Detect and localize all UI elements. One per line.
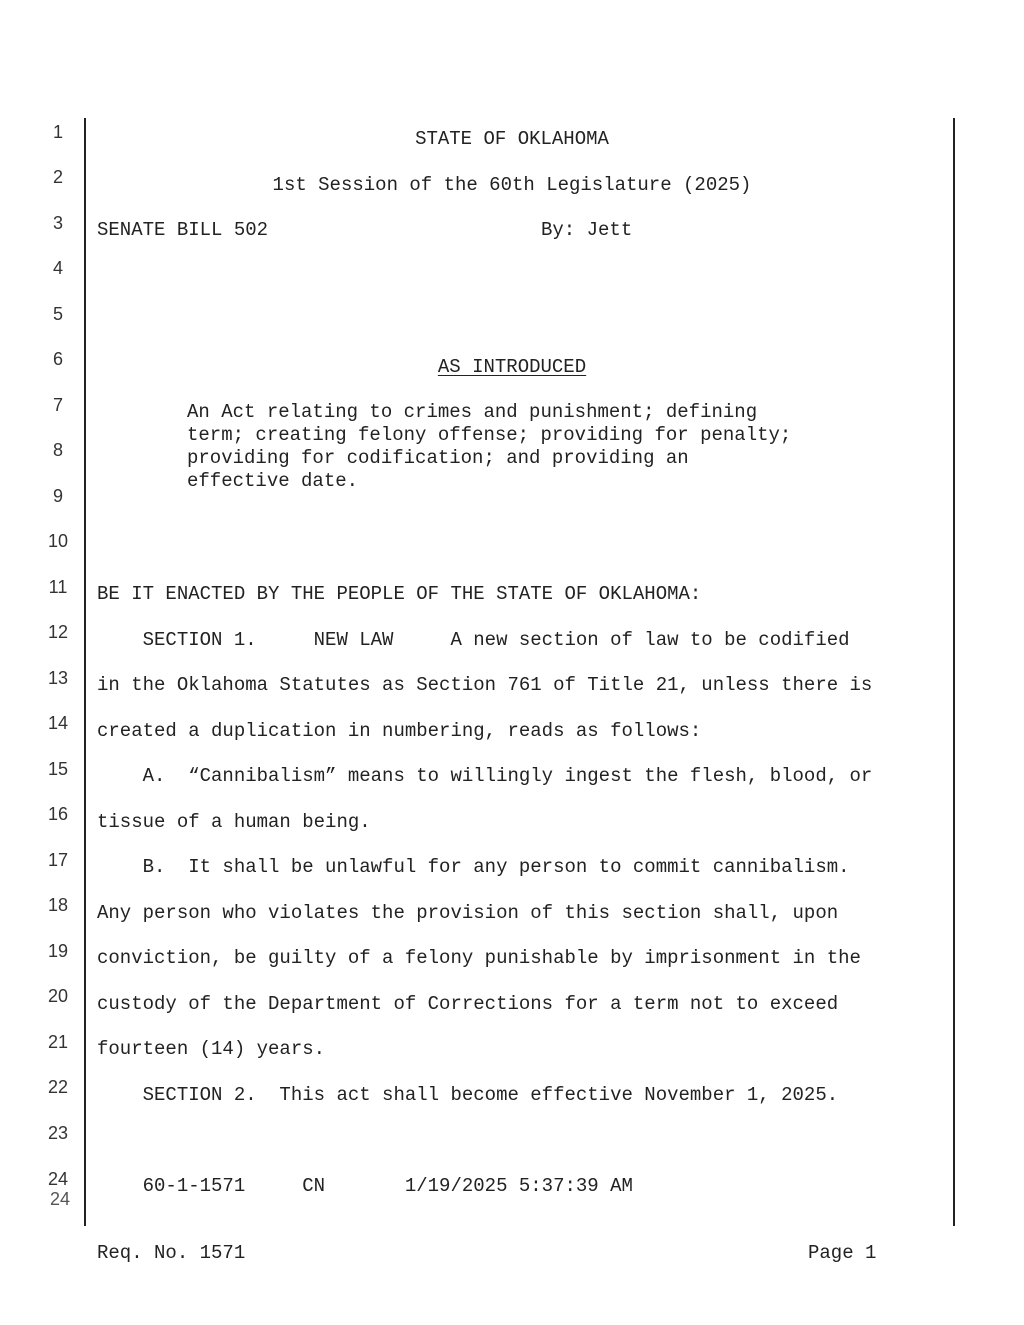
body-line: created a duplication in numbering, reads as follows:	[97, 720, 702, 742]
state-heading: STATE OF OKLAHOMA	[415, 128, 609, 150]
session-heading: 1st Session of the 60th Legislature (2025)	[272, 174, 752, 196]
right-margin-rule	[953, 118, 955, 1226]
body-line: conviction, be guilty of a felony punishable by imprisonment in the	[97, 947, 861, 969]
line-number: 7	[52, 395, 63, 415]
line-number: 10	[47, 531, 69, 551]
line-number: 14	[47, 713, 69, 733]
request-number: Req. No. 1571	[97, 1242, 246, 1264]
bill-number: SENATE BILL 502	[97, 219, 269, 241]
line-number: 12	[47, 622, 69, 642]
line-number: 3	[52, 213, 63, 233]
body-line: fourteen (14) years.	[97, 1038, 326, 1060]
line-number: 4	[52, 258, 63, 278]
line-number-cut-off: 24	[50, 1189, 71, 1209]
line-number: 24	[47, 1169, 69, 1189]
status-text: AS INTRODUCED	[437, 356, 587, 378]
body-line: SECTION 1. NEW LAW A new section of law to be codified	[97, 629, 850, 651]
status-heading	[86, 356, 938, 378]
body-line: tissue of a human being.	[97, 811, 371, 833]
line-number: 17	[47, 850, 69, 870]
line-number: 8	[52, 440, 63, 460]
enacting-clause: BE IT ENACTED BY THE PEOPLE OF THE STATE OF OKLAHOMA:	[97, 583, 702, 605]
page-number: Page 1	[808, 1242, 877, 1264]
body-line: in the Oklahoma Statutes as Section 761 of Title 21, unless there is	[97, 674, 873, 696]
body-line: custody of the Department of Corrections for a term not to exceed	[97, 993, 839, 1015]
line-number: 23	[47, 1123, 69, 1143]
title-line: effective date.	[187, 470, 359, 492]
line-number: 11	[48, 577, 68, 597]
line-number: 18	[47, 895, 69, 915]
body-line: A. “Cannibalism” means to willingly ingest the flesh, blood, or	[97, 765, 873, 787]
line-number: 20	[47, 986, 69, 1006]
line-number: 19	[47, 941, 69, 961]
line-number: 9	[52, 486, 63, 506]
line-number: 13	[47, 668, 69, 688]
line-number: 5	[52, 304, 63, 324]
left-margin-rule	[84, 118, 86, 1226]
body-line: SECTION 2. This act shall become effective November 1, 2025.	[97, 1084, 839, 1106]
line-number: 22	[47, 1077, 69, 1097]
title-line: term; creating felony offense; providing for penalty;	[187, 424, 792, 446]
line-number: 1	[52, 122, 63, 142]
title-line: An Act relating to crimes and punishment; defining	[187, 401, 758, 423]
line-number: 16	[47, 804, 69, 824]
bill-author: By: Jett	[541, 219, 633, 241]
line-number: 6	[52, 349, 63, 369]
body-line: Any person who violates the provision of this section shall, upon	[97, 902, 839, 924]
drafting-stamp: 60-1-1571 CN 1/19/2025 5:37:39 AM	[97, 1175, 633, 1197]
line-number: 15	[47, 759, 69, 779]
body-line: B. It shall be unlawful for any person to commit cannibalism.	[97, 856, 850, 878]
line-number: 2	[52, 167, 63, 187]
line-number: 21	[47, 1032, 69, 1052]
title-line: providing for codification; and providing an	[187, 447, 689, 469]
